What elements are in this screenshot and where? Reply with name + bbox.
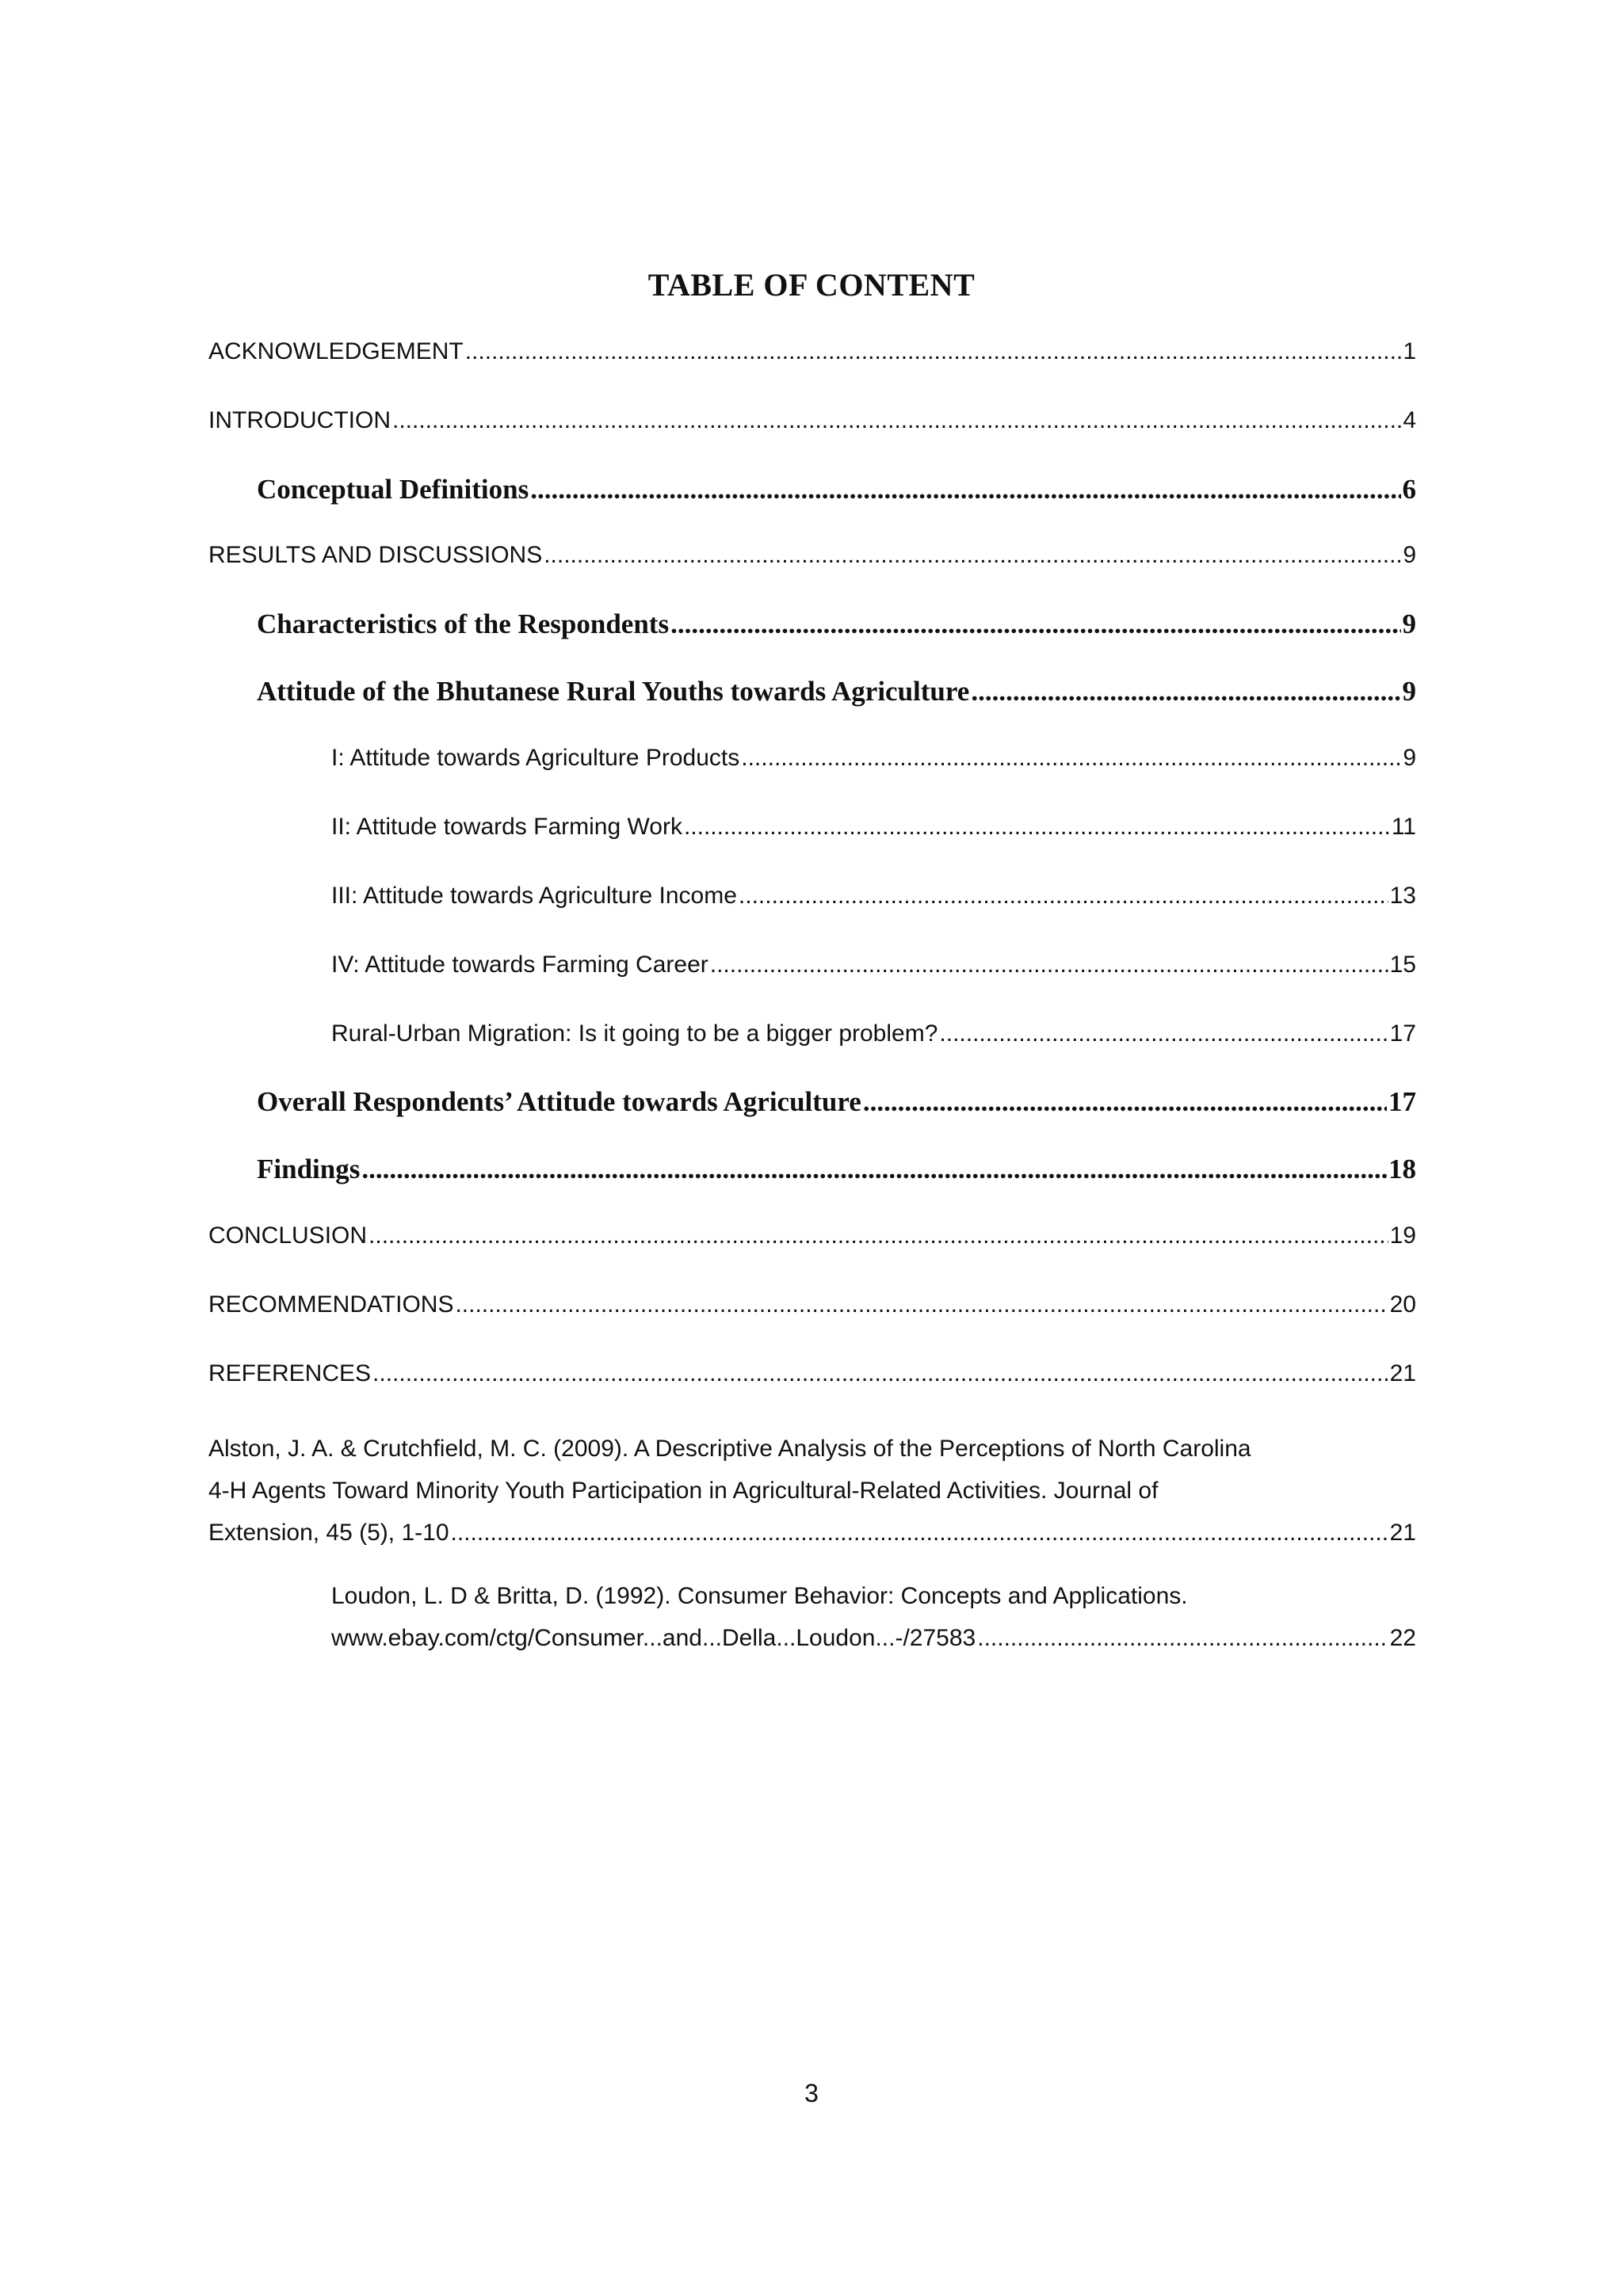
toc-entry-label: Overall Respondents’ Attitude towards Agriculture: [257, 1086, 861, 1117]
reference-text-line: Loudon, L. D & Britta, D. (1992). Consumer Behavior: Concepts and Applications.: [331, 1583, 1188, 1609]
toc-entry-label: Conceptual Definitions: [257, 474, 529, 505]
toc-entry-label: III: Attitude towards Agriculture Income: [331, 883, 737, 909]
toc-entry-page: 19: [1389, 1222, 1416, 1249]
toc-reference-alston[interactable]: [208, 1428, 1416, 1554]
dot-leader: [455, 1291, 1388, 1318]
toc-entry-label: CONCLUSION: [208, 1222, 368, 1249]
dot-leader: [392, 407, 1401, 434]
dot-leader: [741, 745, 1401, 772]
toc-entry-label: ACKNOWLEDGEMENT: [208, 338, 464, 364]
toc-entry-page: 15: [1389, 952, 1416, 978]
toc-entry-page: 9: [1403, 542, 1416, 568]
toc-entry-overall-attitude[interactable]: [257, 1086, 1416, 1126]
toc-entry-page: 20: [1389, 1291, 1416, 1318]
toc-entry-page: 4: [1403, 407, 1416, 433]
dot-leader: [361, 1154, 1387, 1185]
toc-entry-label: Characteristics of the Respondents: [257, 608, 670, 639]
toc-entry-label: I: Attitude towards Agriculture Products: [331, 745, 740, 771]
toc-entry-page: 9: [1403, 745, 1416, 771]
toc-entry-label: RESULTS AND DISCUSSIONS: [208, 542, 543, 568]
dot-leader: [465, 338, 1402, 365]
dot-leader: [369, 1222, 1388, 1249]
toc-entry-label: IV: Attitude towards Farming Career: [331, 952, 708, 978]
toc-entry-agriculture-products[interactable]: [331, 745, 1416, 784]
toc-entry-farming-career[interactable]: [331, 952, 1416, 991]
toc-entry-rural-urban-migration[interactable]: [331, 1020, 1416, 1060]
toc-entry-conceptual-definitions[interactable]: [257, 474, 1416, 513]
toc-entry-page: 21: [1389, 1520, 1416, 1546]
dot-leader: [939, 1020, 1388, 1047]
toc-entry-agriculture-income[interactable]: [331, 883, 1416, 922]
toc-entry-attitude-rural-youths[interactable]: [257, 676, 1416, 715]
dot-leader: [670, 608, 1400, 640]
toc-entry-label: INTRODUCTION: [208, 407, 391, 433]
reference-text-line: Alston, J. A. & Crutchfield, M. C. (2009). A Descriptive Analysis of the Perceptions of North Carolina: [208, 1436, 1251, 1462]
toc-entry-conclusion[interactable]: [208, 1222, 1416, 1262]
page-number: 3: [804, 2079, 819, 2107]
toc-entry-page: 9: [1402, 676, 1416, 707]
toc-entry-page: 9: [1402, 608, 1416, 639]
toc-entry-page: 17: [1389, 1020, 1416, 1047]
toc-entry-page: 18: [1388, 1154, 1416, 1184]
toc-entry-references[interactable]: [208, 1360, 1416, 1400]
toc-entry-page: 11: [1391, 814, 1416, 840]
toc-entry-results-and-discussions[interactable]: [208, 542, 1416, 582]
dot-leader: [684, 814, 1390, 841]
toc-title: TABLE OF CONTENT: [647, 267, 976, 303]
toc-entry-findings[interactable]: [257, 1154, 1416, 1193]
toc-entry-recommendations[interactable]: [208, 1291, 1416, 1331]
toc-entry-characteristics[interactable]: [257, 608, 1416, 648]
dot-leader: [451, 1512, 1388, 1554]
toc-entry-page: 1: [1403, 338, 1416, 364]
toc-entry-page: 13: [1389, 883, 1416, 909]
dot-leader: [863, 1086, 1387, 1118]
dot-leader: [710, 952, 1388, 978]
toc-entry-label: II: Attitude towards Farming Work: [331, 814, 682, 840]
toc-entry-page: 17: [1388, 1086, 1416, 1117]
toc-entry-introduction[interactable]: [208, 407, 1416, 447]
toc-entry-label: RECOMMENDATIONS: [208, 1291, 454, 1318]
toc-entry-label: Findings: [257, 1154, 361, 1184]
toc-entry-page: 6: [1402, 474, 1416, 505]
dot-leader: [530, 474, 1400, 505]
toc-entry-label: Rural-Urban Migration: Is it going to be a bigger problem?: [331, 1020, 938, 1047]
dot-leader: [544, 542, 1401, 569]
reference-text-line: Extension, 45 (5), 1-10: [208, 1520, 449, 1546]
reference-last-line: [208, 1512, 1416, 1554]
reference-last-line: [331, 1617, 1416, 1659]
toc-entry-label: REFERENCES: [208, 1360, 372, 1386]
reference-text-line: 4-H Agents Toward Minority Youth Participation in Agricultural-Related Activities. Journal of: [208, 1478, 1159, 1504]
toc-entry-page: 22: [1389, 1625, 1416, 1651]
dot-leader: [372, 1360, 1388, 1387]
dot-leader: [971, 676, 1400, 707]
reference-text-line: www.ebay.com/ctg/Consumer...and...Della...Loudon...-/27583: [331, 1625, 976, 1651]
toc-entry-page: 21: [1389, 1360, 1416, 1386]
toc-reference-loudon[interactable]: [331, 1575, 1416, 1659]
toc-entry-label: Attitude of the Bhutanese Rural Youths towards Agriculture: [257, 676, 970, 707]
dot-leader: [977, 1617, 1388, 1659]
toc-entry-farming-work[interactable]: [331, 814, 1416, 853]
toc-entry-acknowledgement[interactable]: [208, 338, 1416, 378]
dot-leader: [739, 883, 1388, 910]
